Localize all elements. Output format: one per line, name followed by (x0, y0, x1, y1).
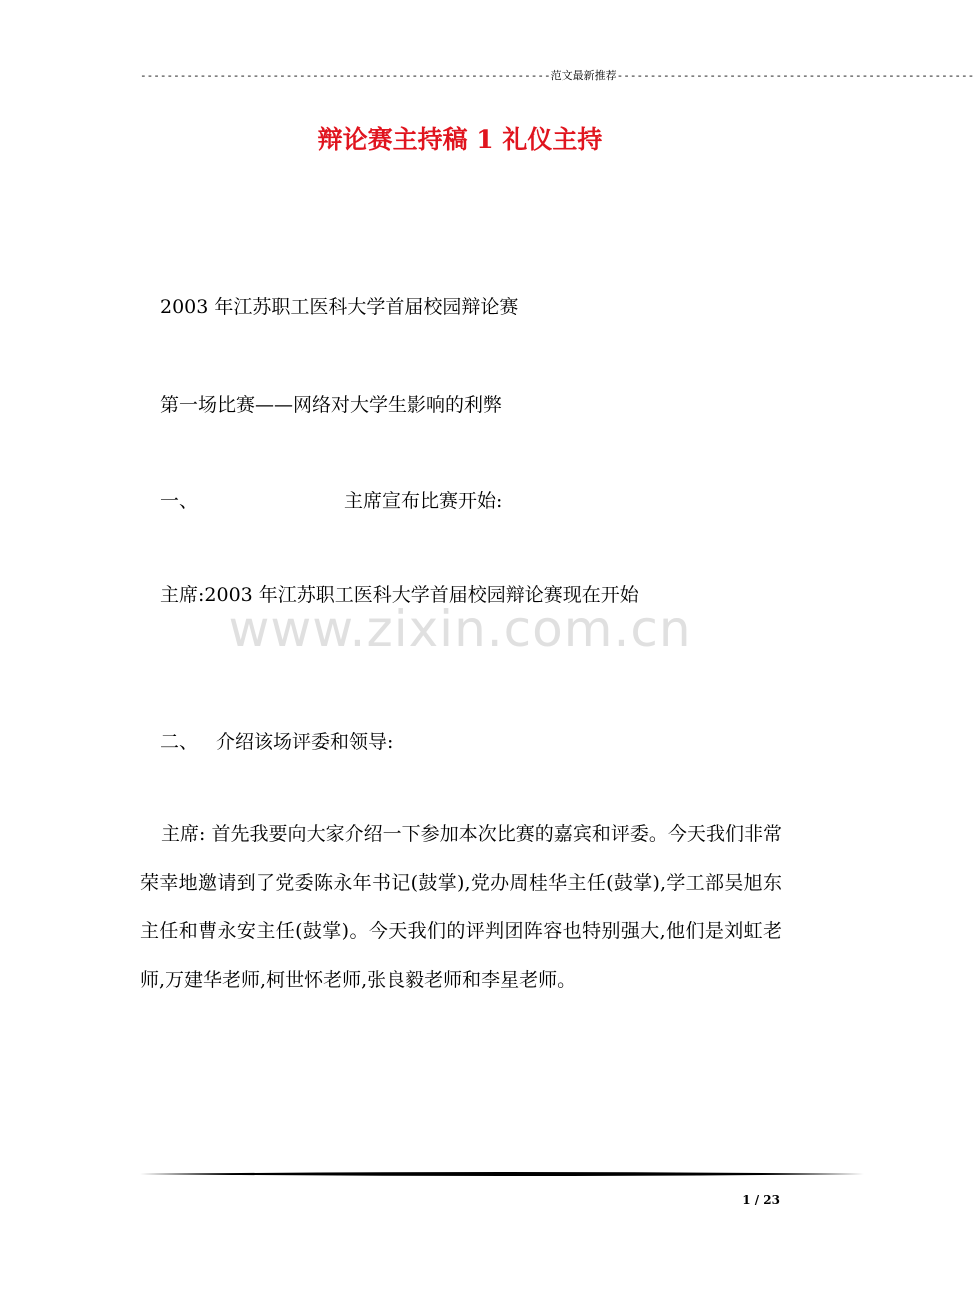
chair-opening-line: 主席:2003 年江苏职工医科大学首届校园辩论赛现在开始 (160, 584, 639, 606)
match-topic: 第一场比赛——网络对大学生影响的利弊 (160, 394, 503, 416)
header-label: 范文最新推荐 (550, 69, 617, 82)
page-header (140, 68, 974, 84)
header-dashes-left: -------------------------------------------------------------- (140, 69, 551, 82)
section-2-text: 介绍该场评委和领导: (216, 731, 394, 753)
document-title: 辩论赛主持稿 1 礼仪主持 (317, 125, 603, 154)
section-2-number: 二、 (160, 731, 199, 753)
page-number: 1 / 23 (742, 1193, 780, 1207)
watermark: www.zixin.com.cn (228, 600, 692, 658)
footer-divider (140, 1170, 864, 1178)
section-1-text: 主席宣布比赛开始: (344, 490, 503, 512)
event-name: 2003 年江苏职工医科大学首届校园辩论赛 (160, 296, 519, 318)
section-2-heading (160, 729, 393, 755)
section-1-number: 一、 (160, 490, 199, 512)
introduction-paragraph: 主席: 首先我要向大家介绍一下参加本次比赛的嘉宾和评委。今天我们非常荣幸地邀请到了党委陈永年书记(鼓掌),党办周桂华主任(鼓掌),学工部吴旭东主任和曹永安主任(鼓掌)。今天我们的评判团阵容也特别强大,他们是刘虹老师,万建华老师,柯世怀老师,张良毅老师和李星老师。 (140, 823, 782, 991)
header-dashes-right: ------------------------------------------------------ (616, 69, 974, 82)
section-1-heading (160, 488, 502, 514)
